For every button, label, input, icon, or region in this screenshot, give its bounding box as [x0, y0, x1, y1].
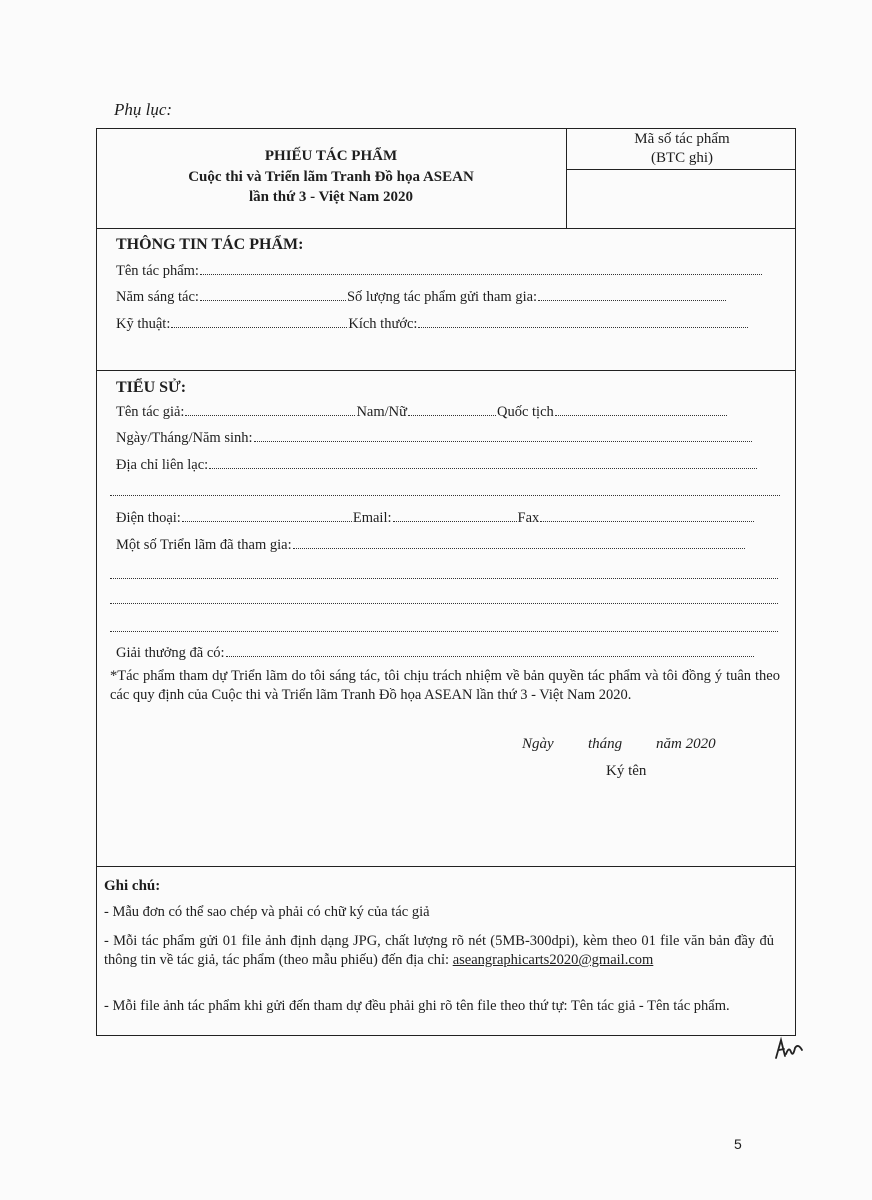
awards-field[interactable] [116, 645, 755, 662]
date-year: năm 2020 [656, 736, 716, 752]
declaration-text: *Tác phẩm tham dự Triển lãm do tôi sáng tác, tôi chịu trách nhiệm về bản quyền tác phẩm và tôi đồng ý tuân theo các quy định của Cuộc thi và Triển lãm Tranh Đồ họa ASEAN lần thứ 3 - Việt Nam 2020. [110, 668, 780, 703]
work-title-field[interactable] [116, 263, 763, 280]
nationality-label: Quốc tịch [496, 404, 554, 420]
date-day: Ngày [522, 736, 554, 752]
technique-label: Kỹ thuật: [116, 316, 171, 332]
appendix-label: Phụ lục: [114, 100, 173, 119]
year-count-field[interactable] [116, 289, 727, 306]
size-label: Kích thước: [348, 316, 418, 332]
dotted-line [254, 441, 752, 442]
exhibitions-line-2[interactable] [110, 578, 778, 579]
initials-signature [772, 1034, 806, 1064]
work-title-label: Tên tác phẩm: [116, 263, 199, 279]
dotted-line [182, 521, 352, 522]
code-note: (BTC ghi) [650, 150, 714, 166]
year-label: Năm sáng tác: [116, 289, 199, 305]
code-box-divider [566, 169, 796, 170]
address-label: Địa chỉ liên lạc: [116, 457, 209, 473]
dotted-line [408, 415, 496, 416]
dotted-line [538, 300, 726, 301]
dotted-line [540, 521, 754, 522]
work-info-title: THÔNG TIN TÁC PHẨM: [116, 236, 304, 253]
code-label: Mã số tác phẩm [634, 131, 730, 147]
page-number: 5 [734, 1136, 742, 1152]
dotted-line [200, 300, 346, 301]
form-title: PHIẾU TÁC PHẨM [264, 148, 398, 164]
count-label: Số lượng tác phẩm gửi tham gia: [346, 289, 538, 305]
exhibitions-label: Một số Triển lãm đã tham gia: [116, 537, 292, 553]
code-input-area[interactable] [568, 172, 794, 226]
notes-title: Ghi chú: [104, 878, 161, 894]
note-3: - Mỗi file ảnh tác phẩm khi gửi đến tham dự đều phải ghi rõ tên file theo thứ tự: Tên tác giả - Tên tác phẩm. [104, 998, 730, 1014]
fax-label: Fax [517, 510, 540, 526]
dotted-line [293, 548, 745, 549]
author-label: Tên tác giả: [116, 404, 185, 420]
form-subtitle: Cuộc thi và Triển lãm Tranh Đồ họa ASEAN [188, 169, 474, 185]
note-2-text: - Mỗi tác phẩm gửi 01 file ảnh định dạng JPG, chất lượng rõ nét (5MB-300dpi), kèm theo 01 file văn bản đầy đủ thông tin về tác giả, tác phẩm (theo mẫu phiếu) đến địa chỉ: [104, 933, 774, 968]
dotted-line [200, 274, 762, 275]
dob-label: Ngày/Tháng/Năm sinh: [116, 430, 253, 446]
exhibitions-line-3[interactable] [110, 603, 778, 604]
address-field[interactable] [116, 457, 758, 474]
gender-label: Nam/Nữ [356, 404, 407, 420]
form-subtitle: lần thứ 3 - Việt Nam 2020 [249, 189, 413, 205]
contact-email-link[interactable]: aseangraphicarts2020@gmail.com [452, 952, 654, 968]
section-divider [96, 228, 796, 229]
author-field[interactable] [116, 404, 728, 421]
address-line-2[interactable] [110, 495, 780, 496]
note-2 [104, 932, 774, 970]
date-month: tháng [588, 736, 623, 752]
sign-label: Ký tên [606, 763, 647, 779]
dotted-line [171, 327, 347, 328]
exhibitions-field[interactable] [116, 537, 746, 554]
header-divider [566, 128, 567, 228]
technique-size-field[interactable] [116, 316, 749, 333]
signature-area[interactable] [520, 786, 770, 856]
dotted-line [418, 327, 748, 328]
email-label: Email: [352, 510, 392, 526]
phone-label: Điện thoại: [116, 510, 181, 526]
dotted-line [393, 521, 517, 522]
note-1: - Mẫu đơn có thể sao chép và phải có chữ ký của tác giả [104, 904, 430, 920]
dotted-line [209, 468, 757, 469]
exhibitions-line-4[interactable] [110, 631, 778, 632]
section-divider [96, 866, 796, 867]
bio-title: TIỂU SỬ: [116, 379, 187, 396]
section-divider [96, 370, 796, 371]
awards-label: Giải thưởng đã có: [116, 645, 225, 661]
dob-field[interactable] [116, 430, 753, 447]
dotted-line [226, 656, 754, 657]
dotted-line [555, 415, 727, 416]
dotted-line [185, 415, 355, 416]
contact-field[interactable] [116, 510, 755, 527]
